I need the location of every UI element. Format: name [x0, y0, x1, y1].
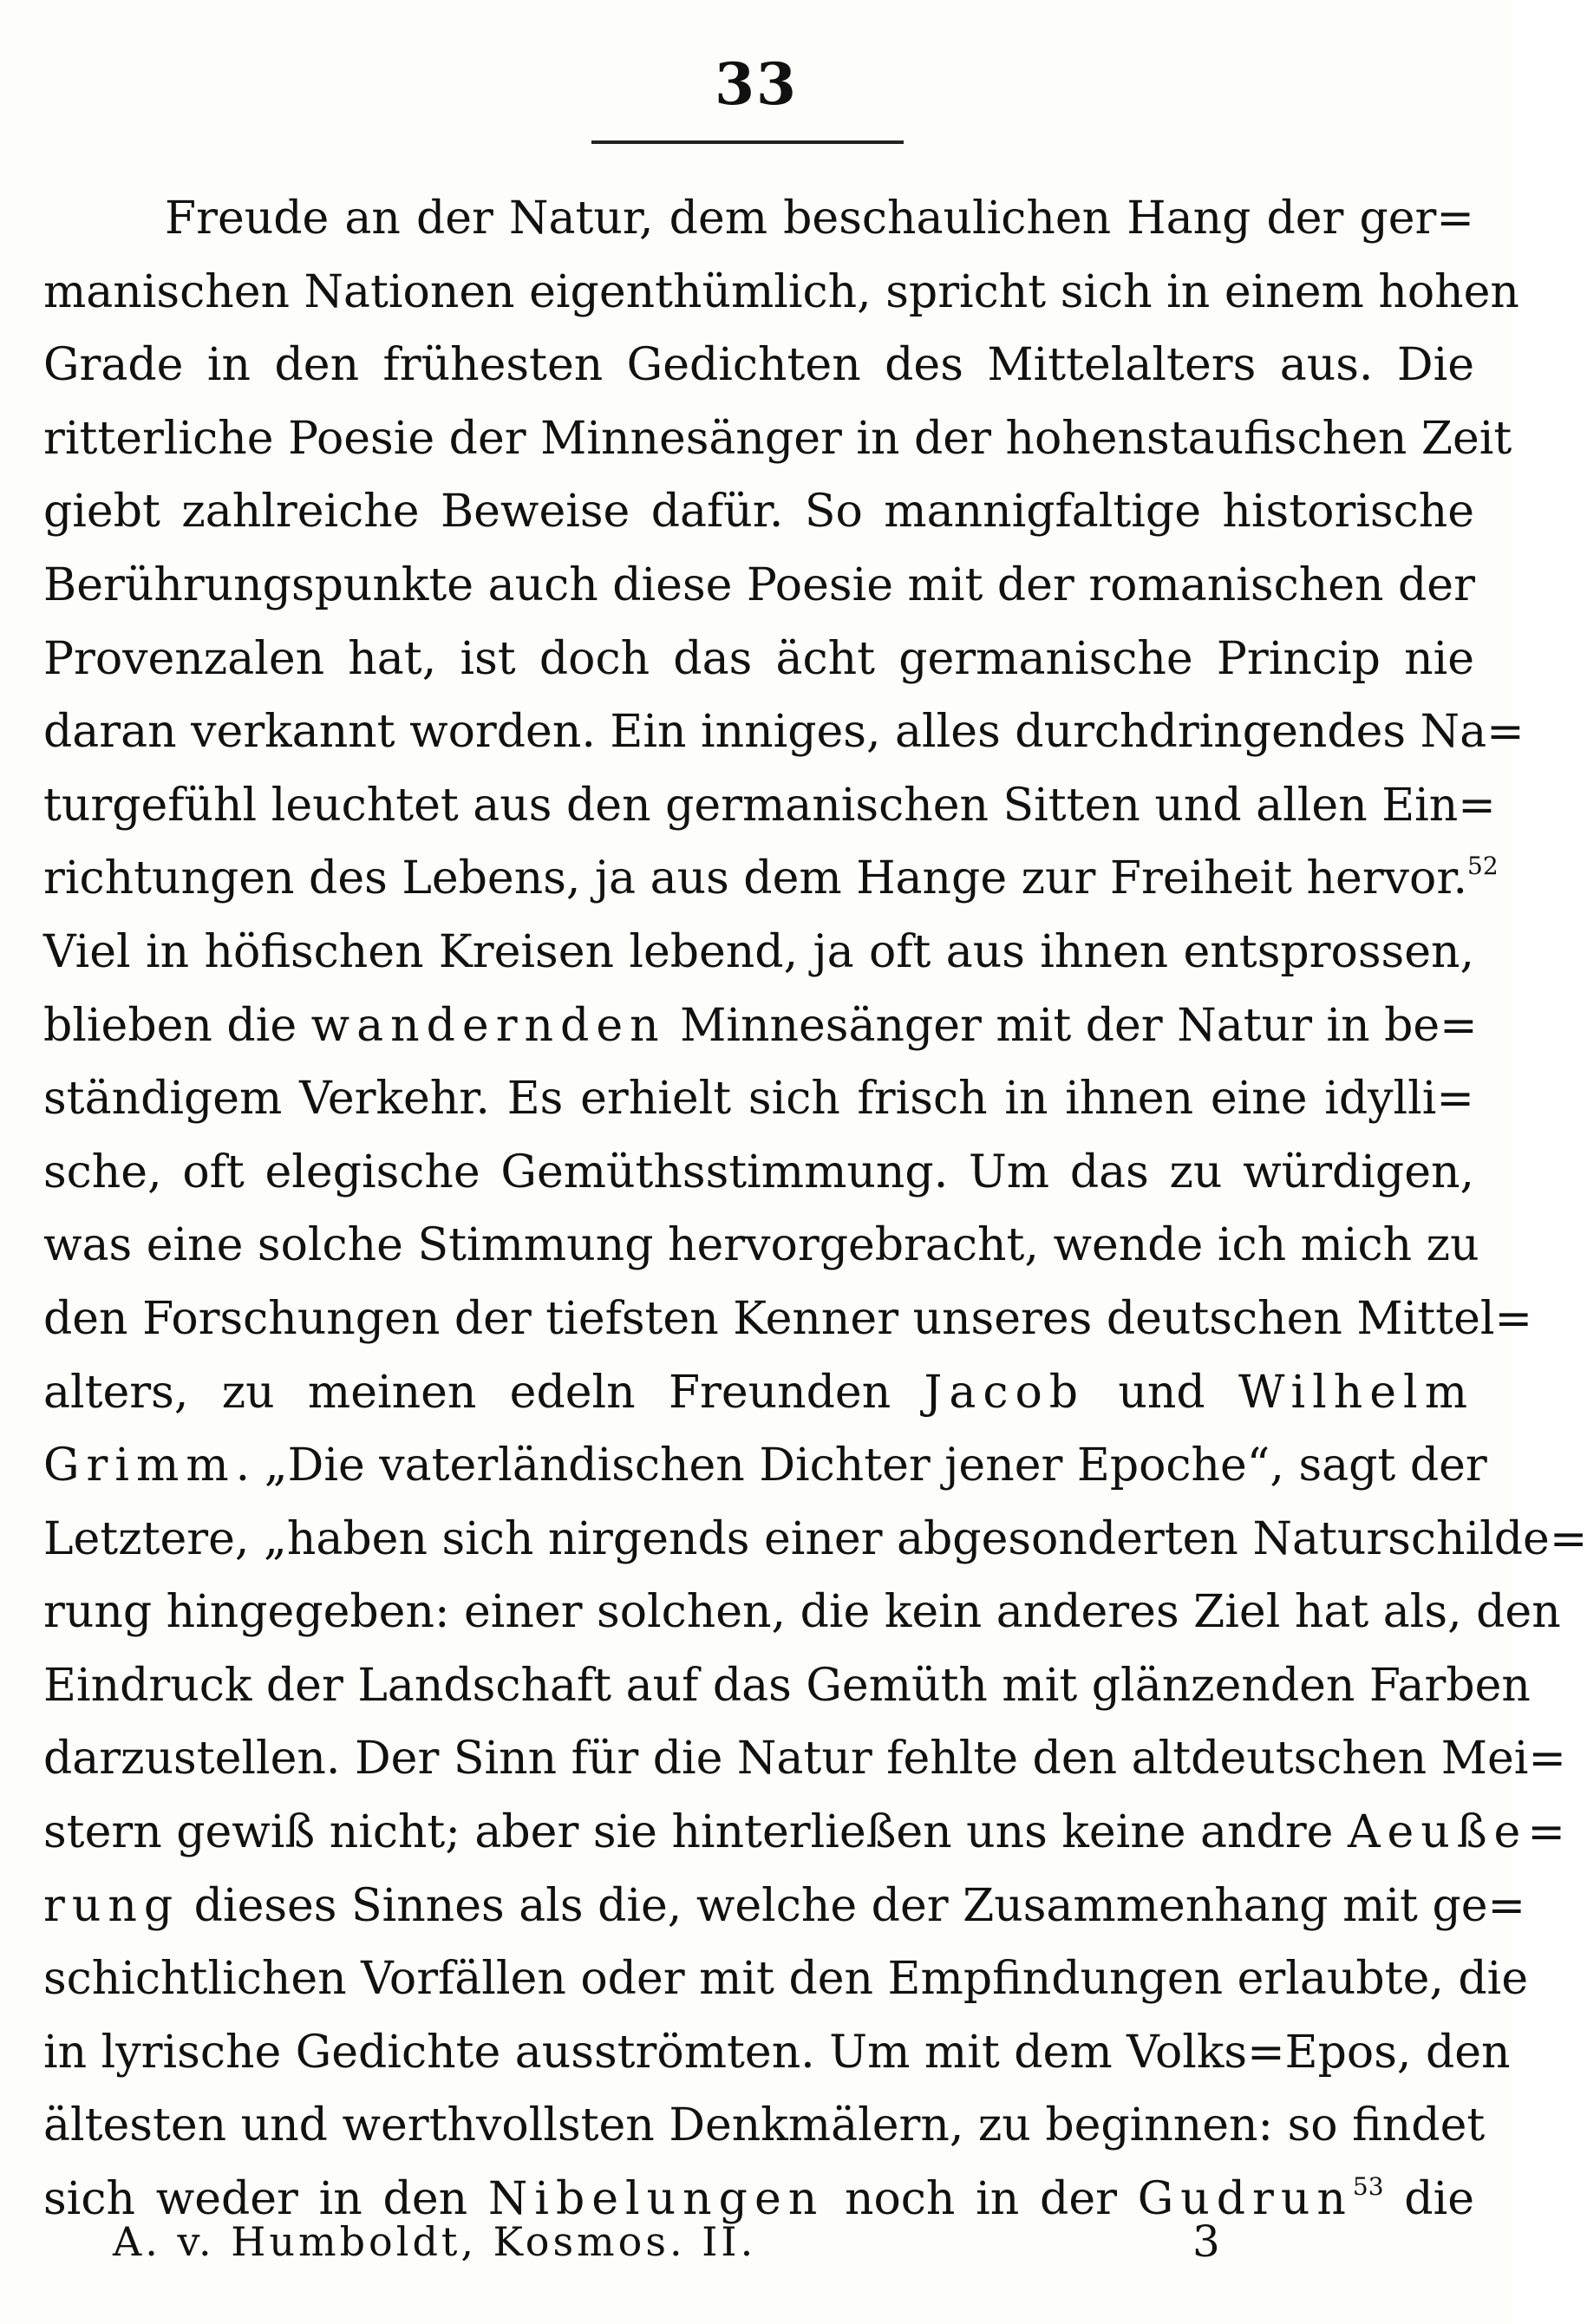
page-number: 33 — [715, 50, 798, 118]
text-segment: die — [1383, 2173, 1474, 2226]
text-line — [43, 989, 1478, 1063]
text-segment: Minnesänger mit der Natur in be= — [665, 999, 1478, 1052]
text-line — [43, 1136, 1474, 1210]
text-segment: dieses Sinnes als die, welche der Zusammenhang mit ge= — [180, 1879, 1526, 1932]
text-segment: blieben die — [43, 999, 311, 1052]
text-segment: schichtlichen Vorfällen oder mit den Empfindungen erlaubte, die — [43, 1953, 1529, 2006]
text-line — [43, 1796, 1572, 1870]
emphasized-name: Aeuße= — [1348, 1806, 1572, 1859]
text-line — [43, 695, 1525, 769]
text-line — [43, 1722, 1566, 1796]
text-segment: Berührungspunkte auch diese Poesie mit der romanischen der — [43, 558, 1475, 611]
text-line — [43, 402, 1512, 476]
page-footer — [113, 2211, 1257, 2272]
text-segment: was eine solche Stimmung hervorgebracht, wende ich mich zu — [43, 1219, 1479, 1272]
emphasized-name: Gudrun — [1137, 2173, 1353, 2226]
text-line — [43, 1942, 1529, 2016]
text-segment: alters, zu meinen edeln Freunden — [43, 1366, 924, 1419]
text-segment: Grade in den frühesten Gedichten des Mittelalters aus. Die — [43, 339, 1474, 392]
text-segment: daran verkannt worden. Ein inniges, alles durchdringendes Na= — [43, 706, 1525, 759]
text-segment: stern gewiß nicht; aber sie hinterließen uns keine andre — [43, 1806, 1348, 1859]
text-line — [43, 256, 1519, 330]
emphasized-name: rung — [43, 1879, 180, 1932]
text-segment: Viel in höfischen Kreisen lebend, ja oft aus ihnen entsprossen, — [43, 925, 1474, 978]
body-text — [43, 182, 1587, 2236]
text-segment: sche, oft elegische Gemüthsstimmung. Um das zu würdigen, — [43, 1146, 1474, 1198]
text-segment: Freude an der Natur, dem beschaulichen Hang der ger= — [165, 193, 1474, 245]
text-line — [43, 769, 1496, 843]
emphasized-name: Jacob — [924, 1366, 1086, 1419]
footer-signature: A. v. Humboldt, Kosmos. II. — [113, 2218, 757, 2265]
text-segment: und — [1085, 1366, 1238, 1419]
text-line — [43, 1356, 1474, 1430]
text-line — [43, 916, 1474, 989]
text-segment: Provenzalen hat, ist doch das ächt germanische Princip nie — [43, 632, 1474, 685]
text-line — [43, 475, 1474, 549]
footnote-marker: 53 — [1352, 2172, 1384, 2202]
text-segment: ältesten und werthvollsten Denkmälern, zu beginnen: so findet — [43, 2099, 1486, 2152]
text-line — [43, 1576, 1561, 1649]
text-line — [43, 1209, 1479, 1283]
text-segment: rung hingegeben: einer solchen, die kein anderes Ziel hat als, den — [43, 1586, 1561, 1639]
text-line — [43, 549, 1474, 623]
text-line — [43, 1429, 1487, 1503]
text-line — [43, 842, 1499, 916]
emphasized-name: Grimm — [43, 1439, 236, 1492]
text-segment: in lyrische Gedichte ausströmten. Um mit dem Volks=Epos, den — [43, 2026, 1511, 2079]
text-segment: Letztere, „haben sich nirgends einer abgesonderten Naturschilde= — [43, 1512, 1587, 1565]
emphasized-name: Nibelungen — [487, 2173, 825, 2226]
text-segment: den Forschungen der tiefsten Kenner unseres deutschen Mittel= — [43, 1292, 1533, 1345]
text-segment: ritterliche Poesie der Minnesänger in der hohenstaufischen Zeit — [43, 412, 1512, 465]
text-line — [43, 2016, 1511, 2090]
text-segment: giebt zahlreiche Beweise dafür. So mannigfaltige historische — [43, 486, 1474, 539]
text-segment: darzustellen. Der Sinn für die Natur fehlte den altdeutschen Mei= — [43, 1733, 1566, 1785]
text-segment: turgefühl leuchtet aus den germanischen Sitten und allen Ein= — [43, 779, 1496, 832]
text-segment: noch in der — [824, 2173, 1138, 2226]
footnote-marker: 52 — [1467, 852, 1499, 881]
emphasized-name: Wilhelm — [1238, 1366, 1474, 1419]
text-line — [43, 1503, 1587, 1577]
text-line — [43, 182, 1474, 256]
footer-sheet-number: 3 — [1192, 2216, 1220, 2267]
text-line — [43, 1062, 1474, 1136]
text-segment: richtungen des Lebens, ja aus dem Hange zur Freiheit hervor. — [43, 852, 1468, 905]
text-line — [43, 329, 1474, 402]
emphasized-name: wandernden — [310, 999, 666, 1052]
text-segment: ständigem Verkehr. Es erhielt sich frisch in ihnen eine idylli= — [43, 1073, 1474, 1126]
text-line — [43, 1283, 1533, 1356]
text-line — [43, 2089, 1486, 2163]
text-segment: . „Die vaterländischen Dichter jener Epoche“, sagt der — [235, 1439, 1487, 1492]
header-rule — [591, 140, 904, 144]
text-line — [43, 1649, 1531, 1723]
text-segment: manischen Nationen eigenthümlich, spricht sich in einem hohen — [43, 265, 1519, 318]
text-segment: sich weder in den — [43, 2173, 488, 2226]
text-segment: Eindruck der Landschaft auf das Gemüth mit glänzenden Farben — [43, 1659, 1531, 1712]
text-line — [43, 1870, 1526, 1943]
text-line — [43, 623, 1474, 696]
